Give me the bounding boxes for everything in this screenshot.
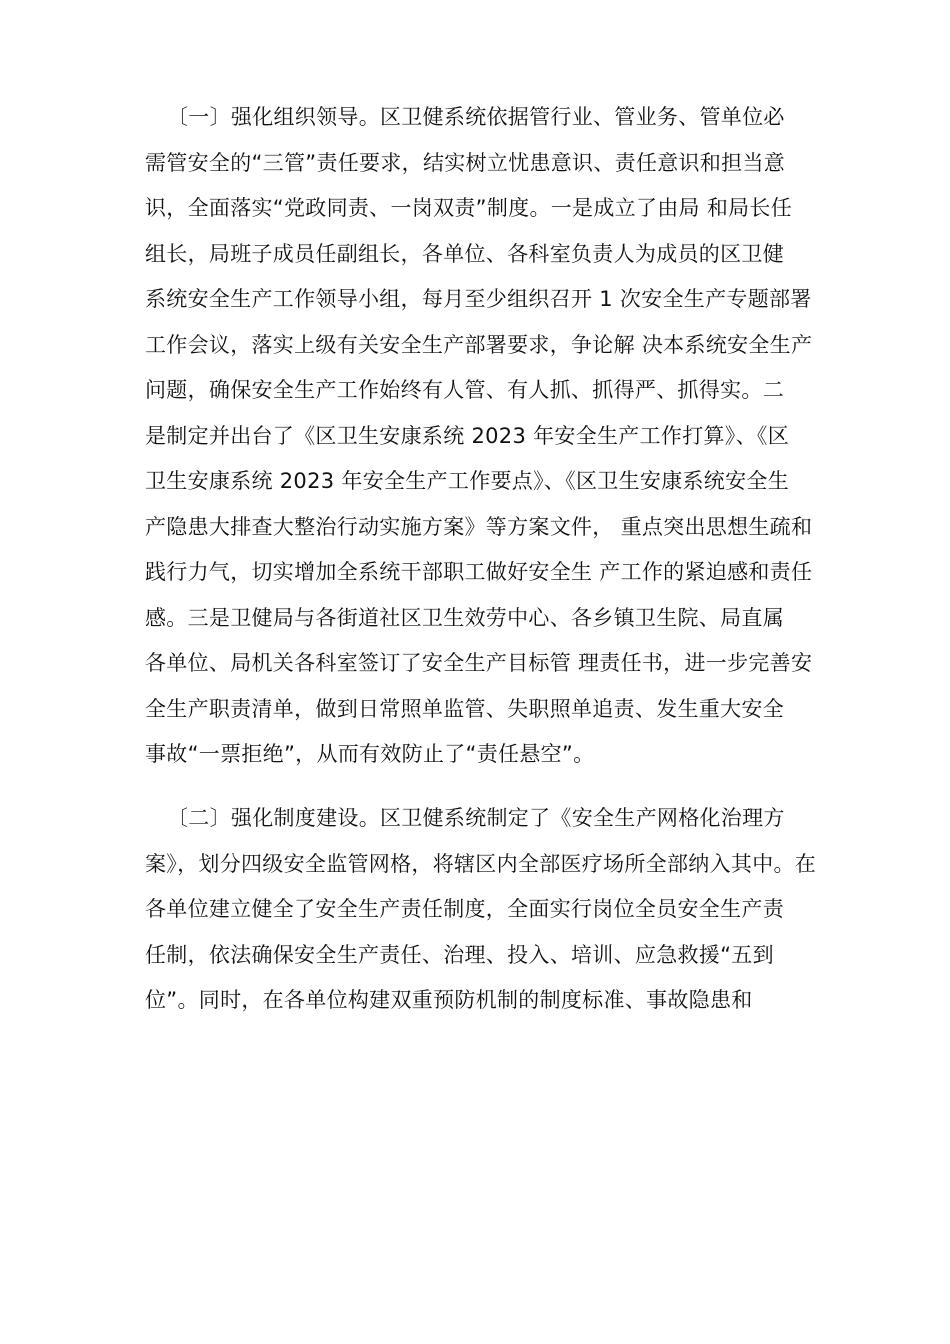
- text-line: 各单位建立健全了安全生产责任制度，全面实行岗位全员安全生产责: [145, 897, 784, 921]
- text-line: 工作会议，落实上级有关安全生产部署要求，争论解 决本系统安全生产: [145, 332, 813, 357]
- text-line: 感。三是卫健局与各街道社区卫生效劳中心、各乡镇卫生院、局直属: [145, 605, 784, 630]
- text-line: 系统安全生产工作领导小组，每月至少组织召开 1 次安全生产专题部署: [145, 287, 812, 311]
- text-line: 产隐患大排查大整治行动实施方案》等方案文件， 重点突出思想生疏和: [145, 514, 813, 539]
- text-line: 位”。同时，在各单位构建双重预防机制的制度标准、事故隐患和: [145, 988, 753, 1012]
- text-line: 案》，划分四级安全监管网格，将辖区内全部医疗场所全部纳入其中。在: [145, 851, 817, 876]
- text-line: 践行力气，切实增加全系统干部职工做好安全生 产工作的紧迫感和责任: [145, 560, 813, 584]
- text-line: 卫生安康系统 2023 年安全生产工作要点》、《区卫生安康系统安全生: [145, 469, 789, 493]
- text-line: 问题，确保安全生产工作始终有人管、有人抓、抓得严、抓得实。二: [145, 378, 784, 402]
- text-line: 各单位、局机关各科室签订了安全生产目标管 理责任书，进一步完善安: [145, 651, 813, 675]
- paragraph-organization-leadership: [145, 95, 835, 778]
- text-line: 组长，局班子成员任副组长，各单位、各科室负责人为成员的区卫健: [145, 241, 784, 266]
- text-line: 〔二〕强化制度建设。区卫健系统制定了《安全生产网格化治理方: [167, 806, 785, 830]
- text-line: 任制，依法确保安全生产责任、治理、投入、培训、应急救援“五到: [145, 942, 774, 967]
- text-line: 是制定并出台了《区卫生安康系统 2023 年安全生产工作打算》、《区: [145, 423, 789, 448]
- text-line: 〔一〕强化组织领导。区卫健系统依据管行业、管业务、管单位必: [167, 105, 785, 129]
- text-line: 全生产职责清单，做到日常照单监管、失职照单追责、发生重大安全: [145, 696, 784, 721]
- text-line: 事故“一票拒绝”，从而有效防止了“责任悬空”。: [145, 742, 595, 766]
- paragraph-system-construction: [145, 796, 835, 1024]
- text-line: 识，全面落实“党政同责、一岗双责”制度。一是成立了由局 和局长任: [145, 196, 793, 220]
- text-line: 需管安全的“三管”责任要求，结实树立忧患意识、责任意识和担当意: [145, 150, 786, 175]
